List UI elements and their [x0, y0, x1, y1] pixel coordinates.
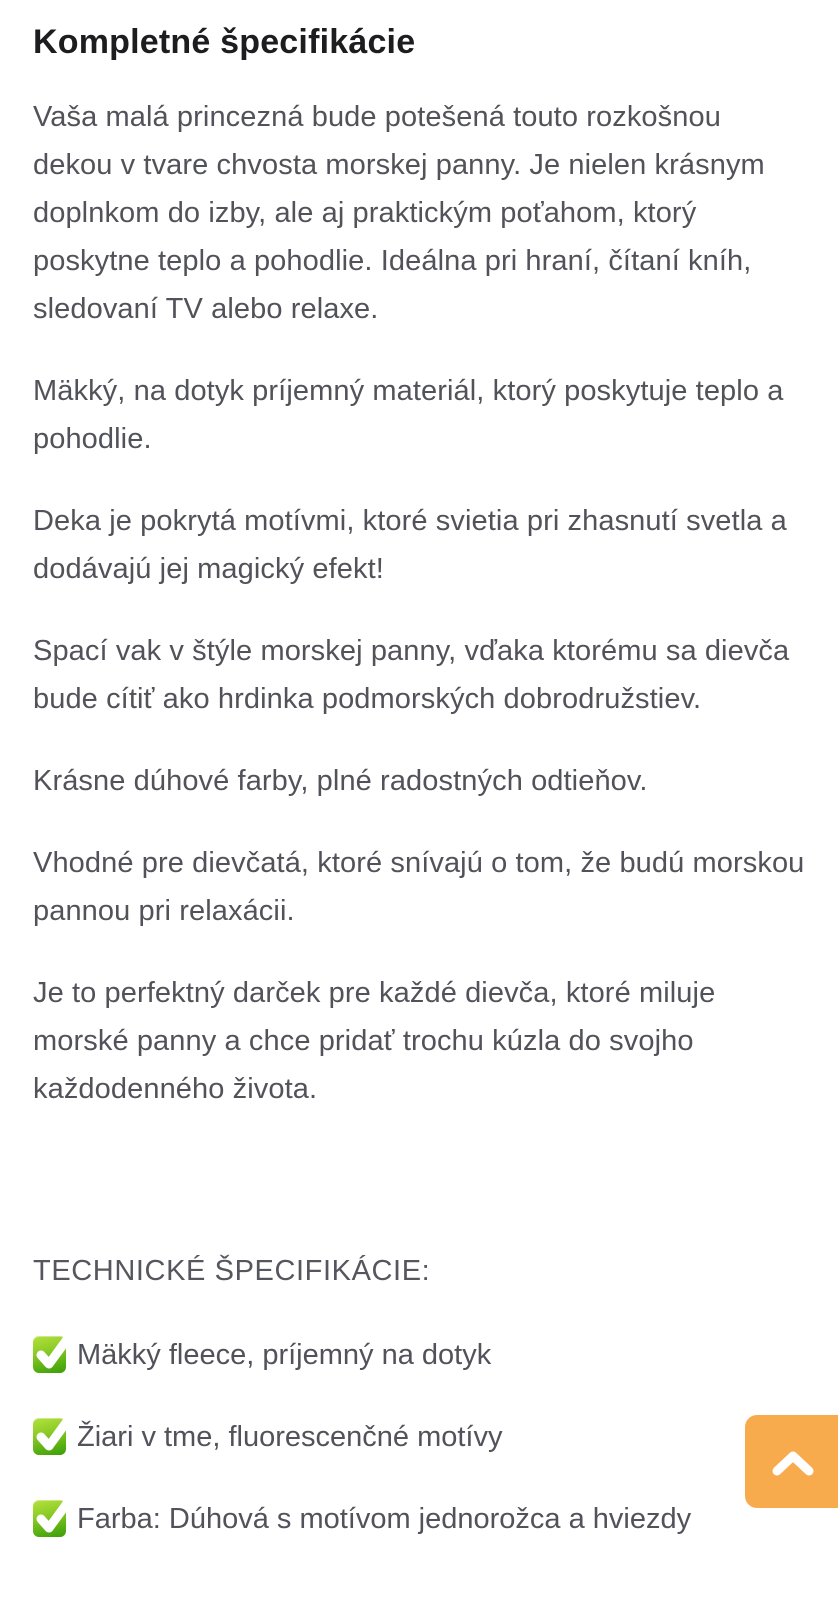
- spec-list-item: [33, 1495, 805, 1543]
- spec-list-item: [33, 1413, 805, 1461]
- description-paragraph: Mäkký, na dotyk príjemný materiál, ktorý poskytuje teplo a pohodlie.: [33, 374, 784, 455]
- spec-item-label: Mäkký fleece, príjemný na dotyk: [77, 1338, 492, 1371]
- description-paragraph: Spací vak v štýle morskej panny, vďaka ktorému sa dievča bude cítiť ako hrdinka podmorských dobrodružstiev.: [33, 634, 790, 715]
- description-paragraph: Je to perfektný darček pre každé dievča, ktoré miluje morské panny a chce pridať trochu kúzla do svojho každodenného života.: [33, 976, 716, 1105]
- description-paragraph: Deka je pokrytá motívmi, ktoré svietia pri zhasnutí svetla a dodávajú jej magický efekt!: [33, 504, 787, 585]
- description-paragraph: Krásne dúhové farby, plné radostných odtieňov.: [33, 764, 648, 797]
- spec-item-label: Farba: Dúhová s motívom jednorožca a hviezdy: [77, 1502, 692, 1535]
- check-emoji-icon: [33, 1336, 66, 1373]
- page-title: Kompletné špecifikácie: [33, 23, 416, 61]
- scroll-to-top-button[interactable]: [745, 1415, 838, 1508]
- spacer: [33, 1147, 805, 1247]
- description-paragraph: Vhodné pre dievčatá, ktoré snívajú o tom, že budú morskou pannou pri relaxácii.: [33, 846, 805, 927]
- check-emoji-icon: [33, 1500, 66, 1537]
- tech-specifications-heading: TECHNICKÉ ŠPECIFIKÁCIE:: [33, 1254, 431, 1287]
- check-emoji-icon: [33, 1418, 66, 1455]
- description-paragraph: Vaša malá princezná bude potešená touto rozkošnou dekou v tvare chvosta morskej panny. Je nielen krásnym doplnkom do izby, ale aj praktickým poťahom, ktorý poskytne teplo a pohodlie. Ideálna pri hraní, čítaní kníh, sledovaní TV alebo relaxe.: [33, 100, 765, 325]
- spec-list-item: [33, 1331, 805, 1379]
- spec-item-label: Žiari v tme, fluorescenčné motívy: [77, 1420, 503, 1453]
